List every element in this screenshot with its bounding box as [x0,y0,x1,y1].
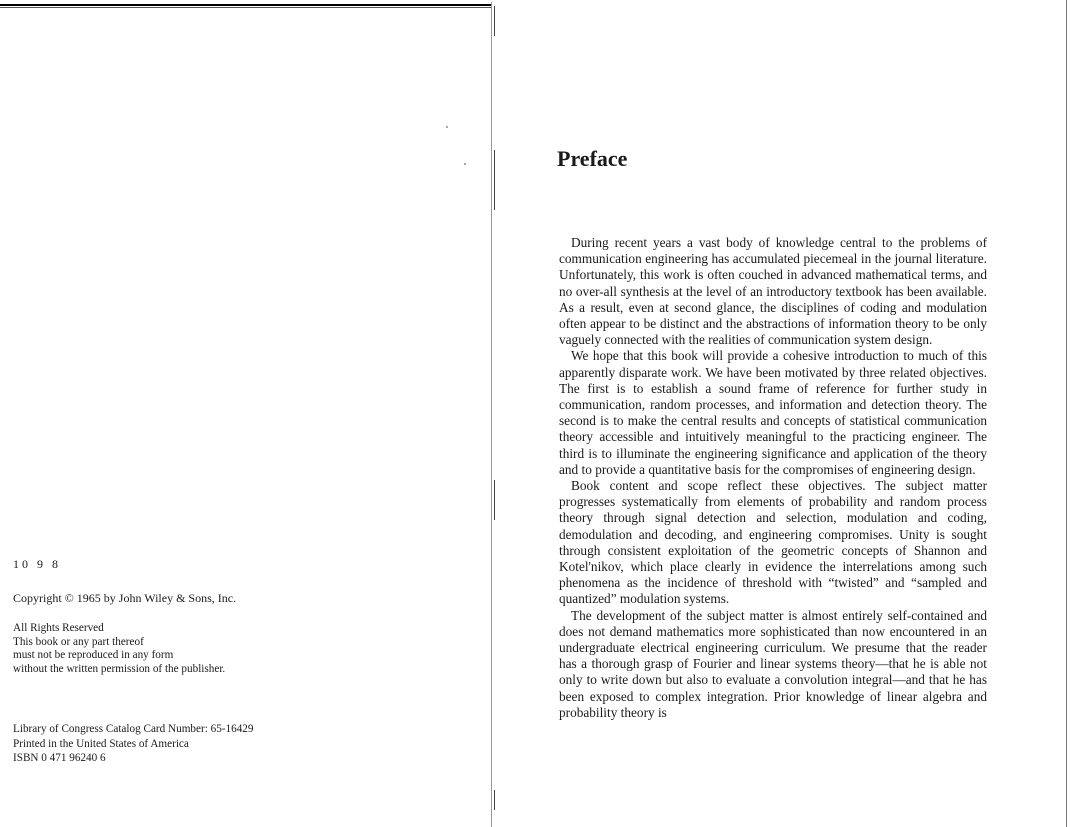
catalog-info [13,722,253,766]
preface-paragraph: Book content and scope reflect these objectives. The subject matter progresses systematically from elements of probability and random process theory through signal detection and selection, modulation and coding, demodulation and decoding, and engineering compromises. Unity is sought through consistent exploitation of the geometric concepts of Shannon and Kotel'nikov, which place clearly in evidence the interrelations among such phenomena as the incidence of threshold with “twisted” and “sampled and quantized” modulation systems. [559,478,987,607]
preface-paragraph: We hope that this book will provide a cohesive introduction to much of this apparently disparate work. We have been motivated by three related objectives. The first is to establish a sound frame of reference for further study in communication, random processes, and information and detection theory. The second is to make the central results and concepts of statistical communication theory accessible and intuitively meaningful to the practicing engineer. The third is to illuminate the engineering significance and application of the theory and to provide a quantitative basis for the compromises of engineering design. [559,348,987,477]
copyright-notice: Copyright © 1965 by John Wiley & Sons, Inc. [13,591,237,605]
catalog-line: Printed in the United States of America [13,737,189,750]
rights-line: without the written permission of the publisher. [13,662,226,675]
printing-number-line: 10 9 8 [13,557,61,571]
preface-title: Preface [557,146,628,171]
preface-paragraph: The development of the subject matter is almost entirely self-contained and does not demand mathematics more sophisticated than now encountered in an undergraduate electrical engineering curriculum. We presume that the reader has a thorough grasp of Fourier and linear systems theory—that he is able not only to write down but also to evaluate a convolution integral—and that he has been exposed to complex integration. Prior knowledge of linear algebra and probability theory is [559,607,987,720]
preface-paragraph: During recent years a vast body of knowledge central to the problems of communication engineering has accumulated piecemeal in the journal literature. Unfortunately, this work is often couched in advanced mathematical terms, and no over-all synthesis at the level of an introductory textbook has been available. As a result, even at second glance, the disciplines of coding and modulation often appear to be distinct and the abstractions of information theory to be only vaguely connected with the realities of communication system design. [559,235,987,348]
rights-line: This book or any part thereof [13,635,144,648]
paper-speck [446,126,448,128]
rights-notice [13,622,225,676]
top-rule [0,4,492,9]
catalog-line: ISBN 0 471 96240 6 [13,752,106,764]
preface-body [559,235,987,721]
page-edge [1066,0,1071,827]
rights-line: All Rights Reserved [13,622,104,634]
rights-line: must not be reproduced in any form [13,649,174,661]
paper-speck [464,163,466,165]
catalog-line: Library of Congress Catalog Card Number: 65-16429 [13,723,254,735]
left-page [0,0,495,827]
